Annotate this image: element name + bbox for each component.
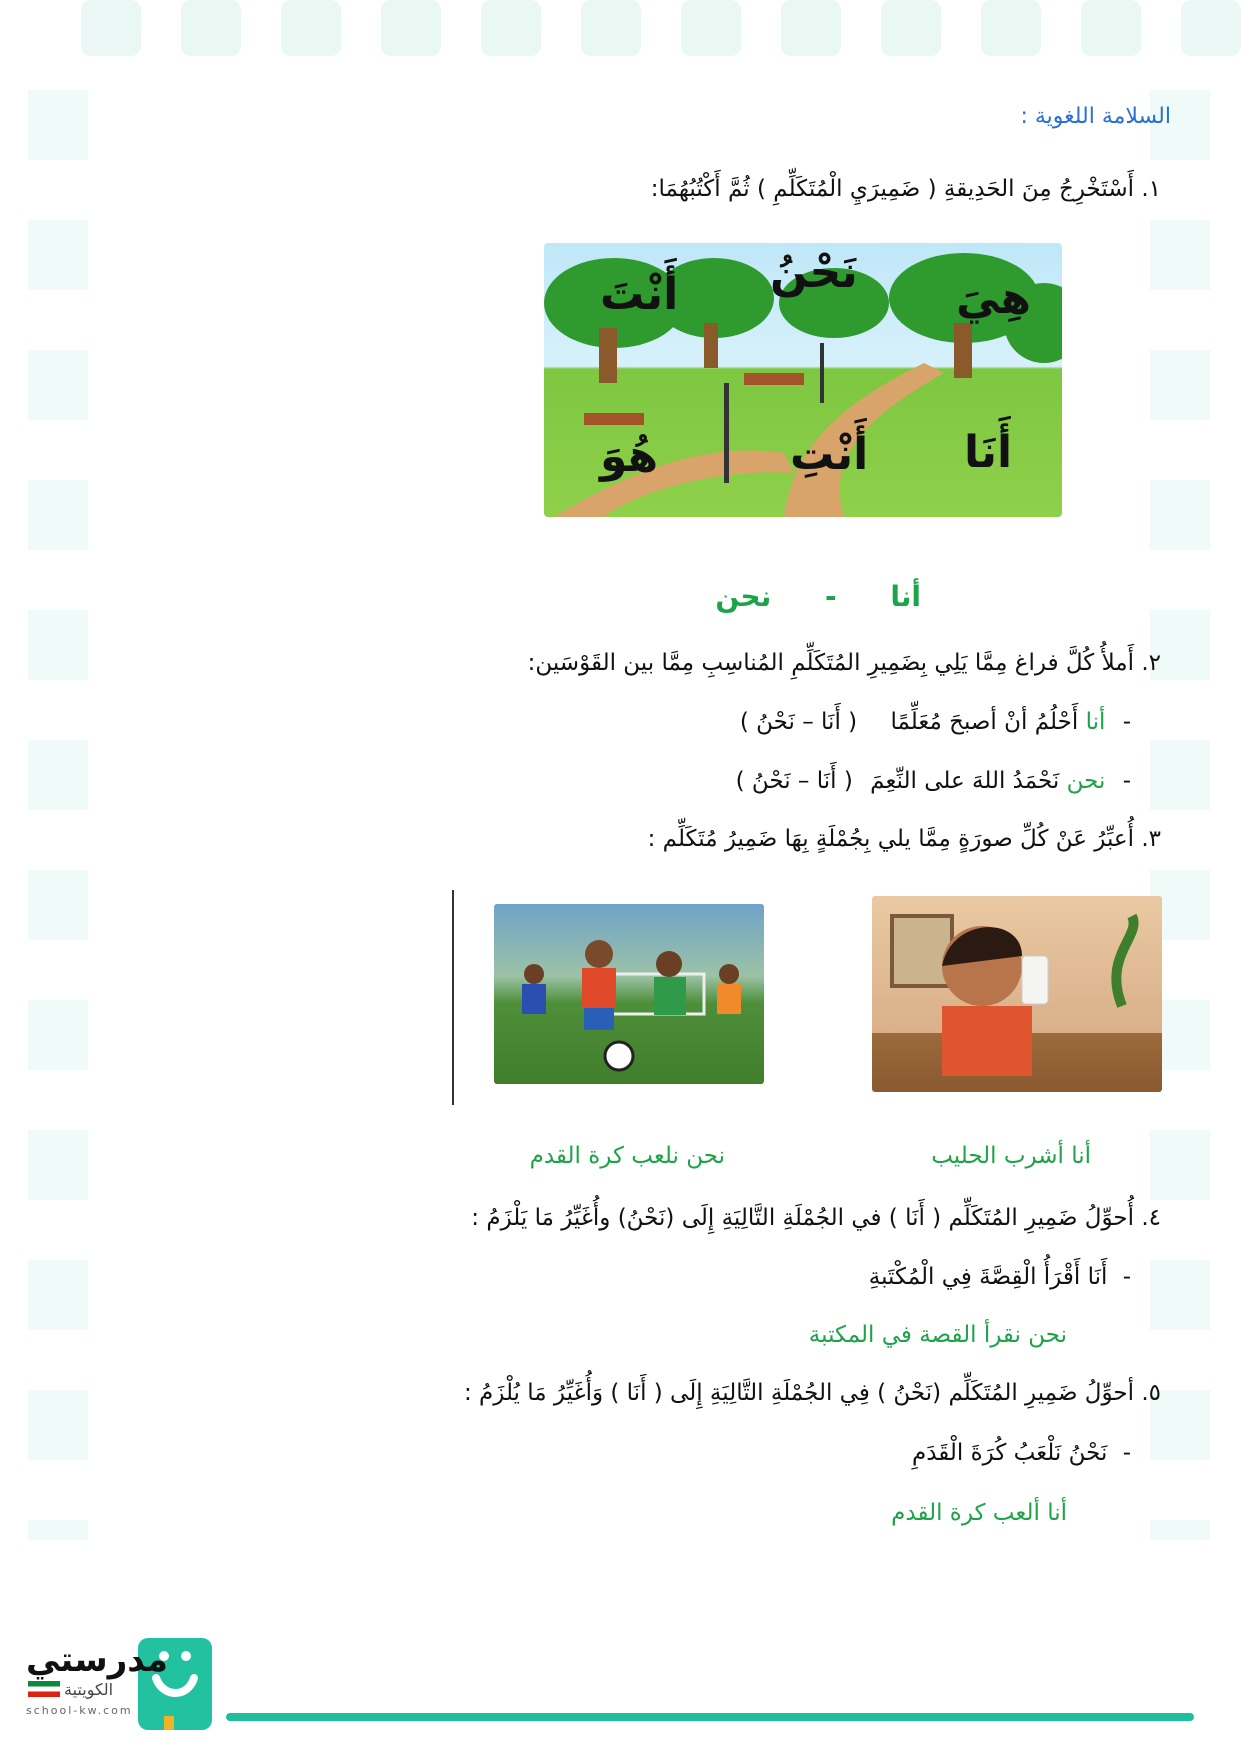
- milk-photo: [872, 896, 1162, 1092]
- item-sentence: أَحْلُمُ أنْ أصبحَ مُعَلِّمًا: [890, 709, 1079, 735]
- divider: [452, 890, 454, 1105]
- park-word-anti: أَنْتِ: [790, 429, 869, 480]
- q1-answers: [715, 580, 921, 613]
- list-dash: -: [1122, 1264, 1131, 1290]
- q5-answer: أنا ألعب كرة القدم: [891, 1500, 1067, 1526]
- logo-name: مدرستي: [26, 1640, 168, 1680]
- q2-item-2: [736, 768, 1131, 794]
- question-text: أُعبِّرُ عَنْ كُلِّ صورَةٍ مِمَّا يلي بِجُمْلَةٍ بِهَا ضَمِيرُ مُتَكَلِّم :: [647, 826, 1135, 852]
- question-text: أُحوِّلُ ضَمِيرِ المُتَكَلِّم ( أَنَا ) في الجُمْلَةِ التَّالِيَةِ إِلَى (نَحْنُ) وأُغَيِّرُ مَا يَلْزَمُ :: [471, 1205, 1135, 1231]
- q3-answer-right: أنا أشرب الحليب: [931, 1143, 1091, 1169]
- footer-line: [226, 1713, 1194, 1721]
- sentence-text: نَحْنُ نَلْعَبُ كُرَةَ الْقَدَمِ: [911, 1440, 1108, 1466]
- question-5: [464, 1380, 1161, 1406]
- park-word-anta: أَنْتَ: [600, 269, 679, 320]
- question-number: ٢.: [1141, 650, 1161, 676]
- question-number: ٥.: [1141, 1380, 1161, 1406]
- logo-subtitle: الكويتية: [64, 1680, 114, 1699]
- question-text: أَملأُ كُلَّ فراغ مِمَّا يَلِي بِضَمِيرِ المُتَكَلِّمِ المُناسِبِ مِمَّا بين القَوْسَين:: [527, 650, 1135, 676]
- list-dash: -: [1122, 709, 1131, 735]
- question-3: [648, 826, 1161, 852]
- park-word-hiya: هِيَ: [956, 273, 1032, 324]
- question-number: ١.: [1141, 176, 1161, 202]
- watermark-strip: [0, 0, 1241, 60]
- logo-url: school-kw.com: [26, 1704, 133, 1717]
- park-word-ana: أَنَا: [964, 427, 1013, 478]
- kuwait-flag-icon: [28, 1681, 60, 1697]
- q4-sentence: [869, 1264, 1131, 1290]
- question-1: [651, 176, 1161, 202]
- item-choices: ( أَنَا – نَحْنُ ): [739, 709, 858, 735]
- answer-nahnu: نحن: [715, 580, 772, 613]
- answer-separator: -: [825, 580, 837, 613]
- q5-sentence: [912, 1440, 1131, 1466]
- question-number: ٤.: [1141, 1205, 1161, 1231]
- list-dash: -: [1122, 768, 1131, 794]
- park-illustration: [544, 243, 1062, 517]
- item-answer: نحن: [1066, 768, 1106, 794]
- watermark-column-left: [28, 90, 88, 1540]
- park-word-huwa: هُوَ: [600, 431, 659, 482]
- park-word-nahnu: نَحْنُ: [770, 247, 858, 298]
- question-2: [528, 650, 1161, 676]
- list-dash: -: [1122, 1440, 1131, 1466]
- section-title: السلامة اللغوية :: [1020, 104, 1171, 129]
- watermark-column-right: [1150, 90, 1210, 1540]
- sentence-text: أَنَا أَقْرَأُ الْقِصَّةَ فِي الْمُكْتَبةِ: [868, 1264, 1108, 1290]
- q3-answer-left: نحن نلعب كرة القدم: [529, 1143, 725, 1169]
- answer-ana: أنا: [890, 580, 921, 613]
- football-photo: [494, 904, 764, 1084]
- question-text: أَسْتَخْرِجُ مِنَ الحَدِيقةِ ( ضَمِيرَيِ الْمُتَكَلِّمِ ) ثُمَّ أَكْتُبُهُمَا:: [650, 176, 1135, 202]
- question-number: ٣.: [1141, 826, 1161, 852]
- q4-answer: نحن نقرأ القصة في المكتبة: [808, 1322, 1067, 1348]
- question-4: [471, 1205, 1161, 1231]
- q2-item-1: [740, 709, 1131, 735]
- item-choices: ( أَنَا – نَحْنُ ): [735, 768, 853, 794]
- question-text: أحوِّلُ ضَمِيرِ المُتَكَلِّم (نَحْنُ ) فِي الجُمْلَةِ التَّالِيَةِ إِلَى ( أَنَا ) وَأُغَيِّرُ مَا يُلْزَمُ :: [463, 1380, 1135, 1406]
- item-sentence: نَحْمَدُ اللهَ على النِّعِمَ: [870, 768, 1060, 794]
- item-answer: أنا: [1085, 709, 1106, 735]
